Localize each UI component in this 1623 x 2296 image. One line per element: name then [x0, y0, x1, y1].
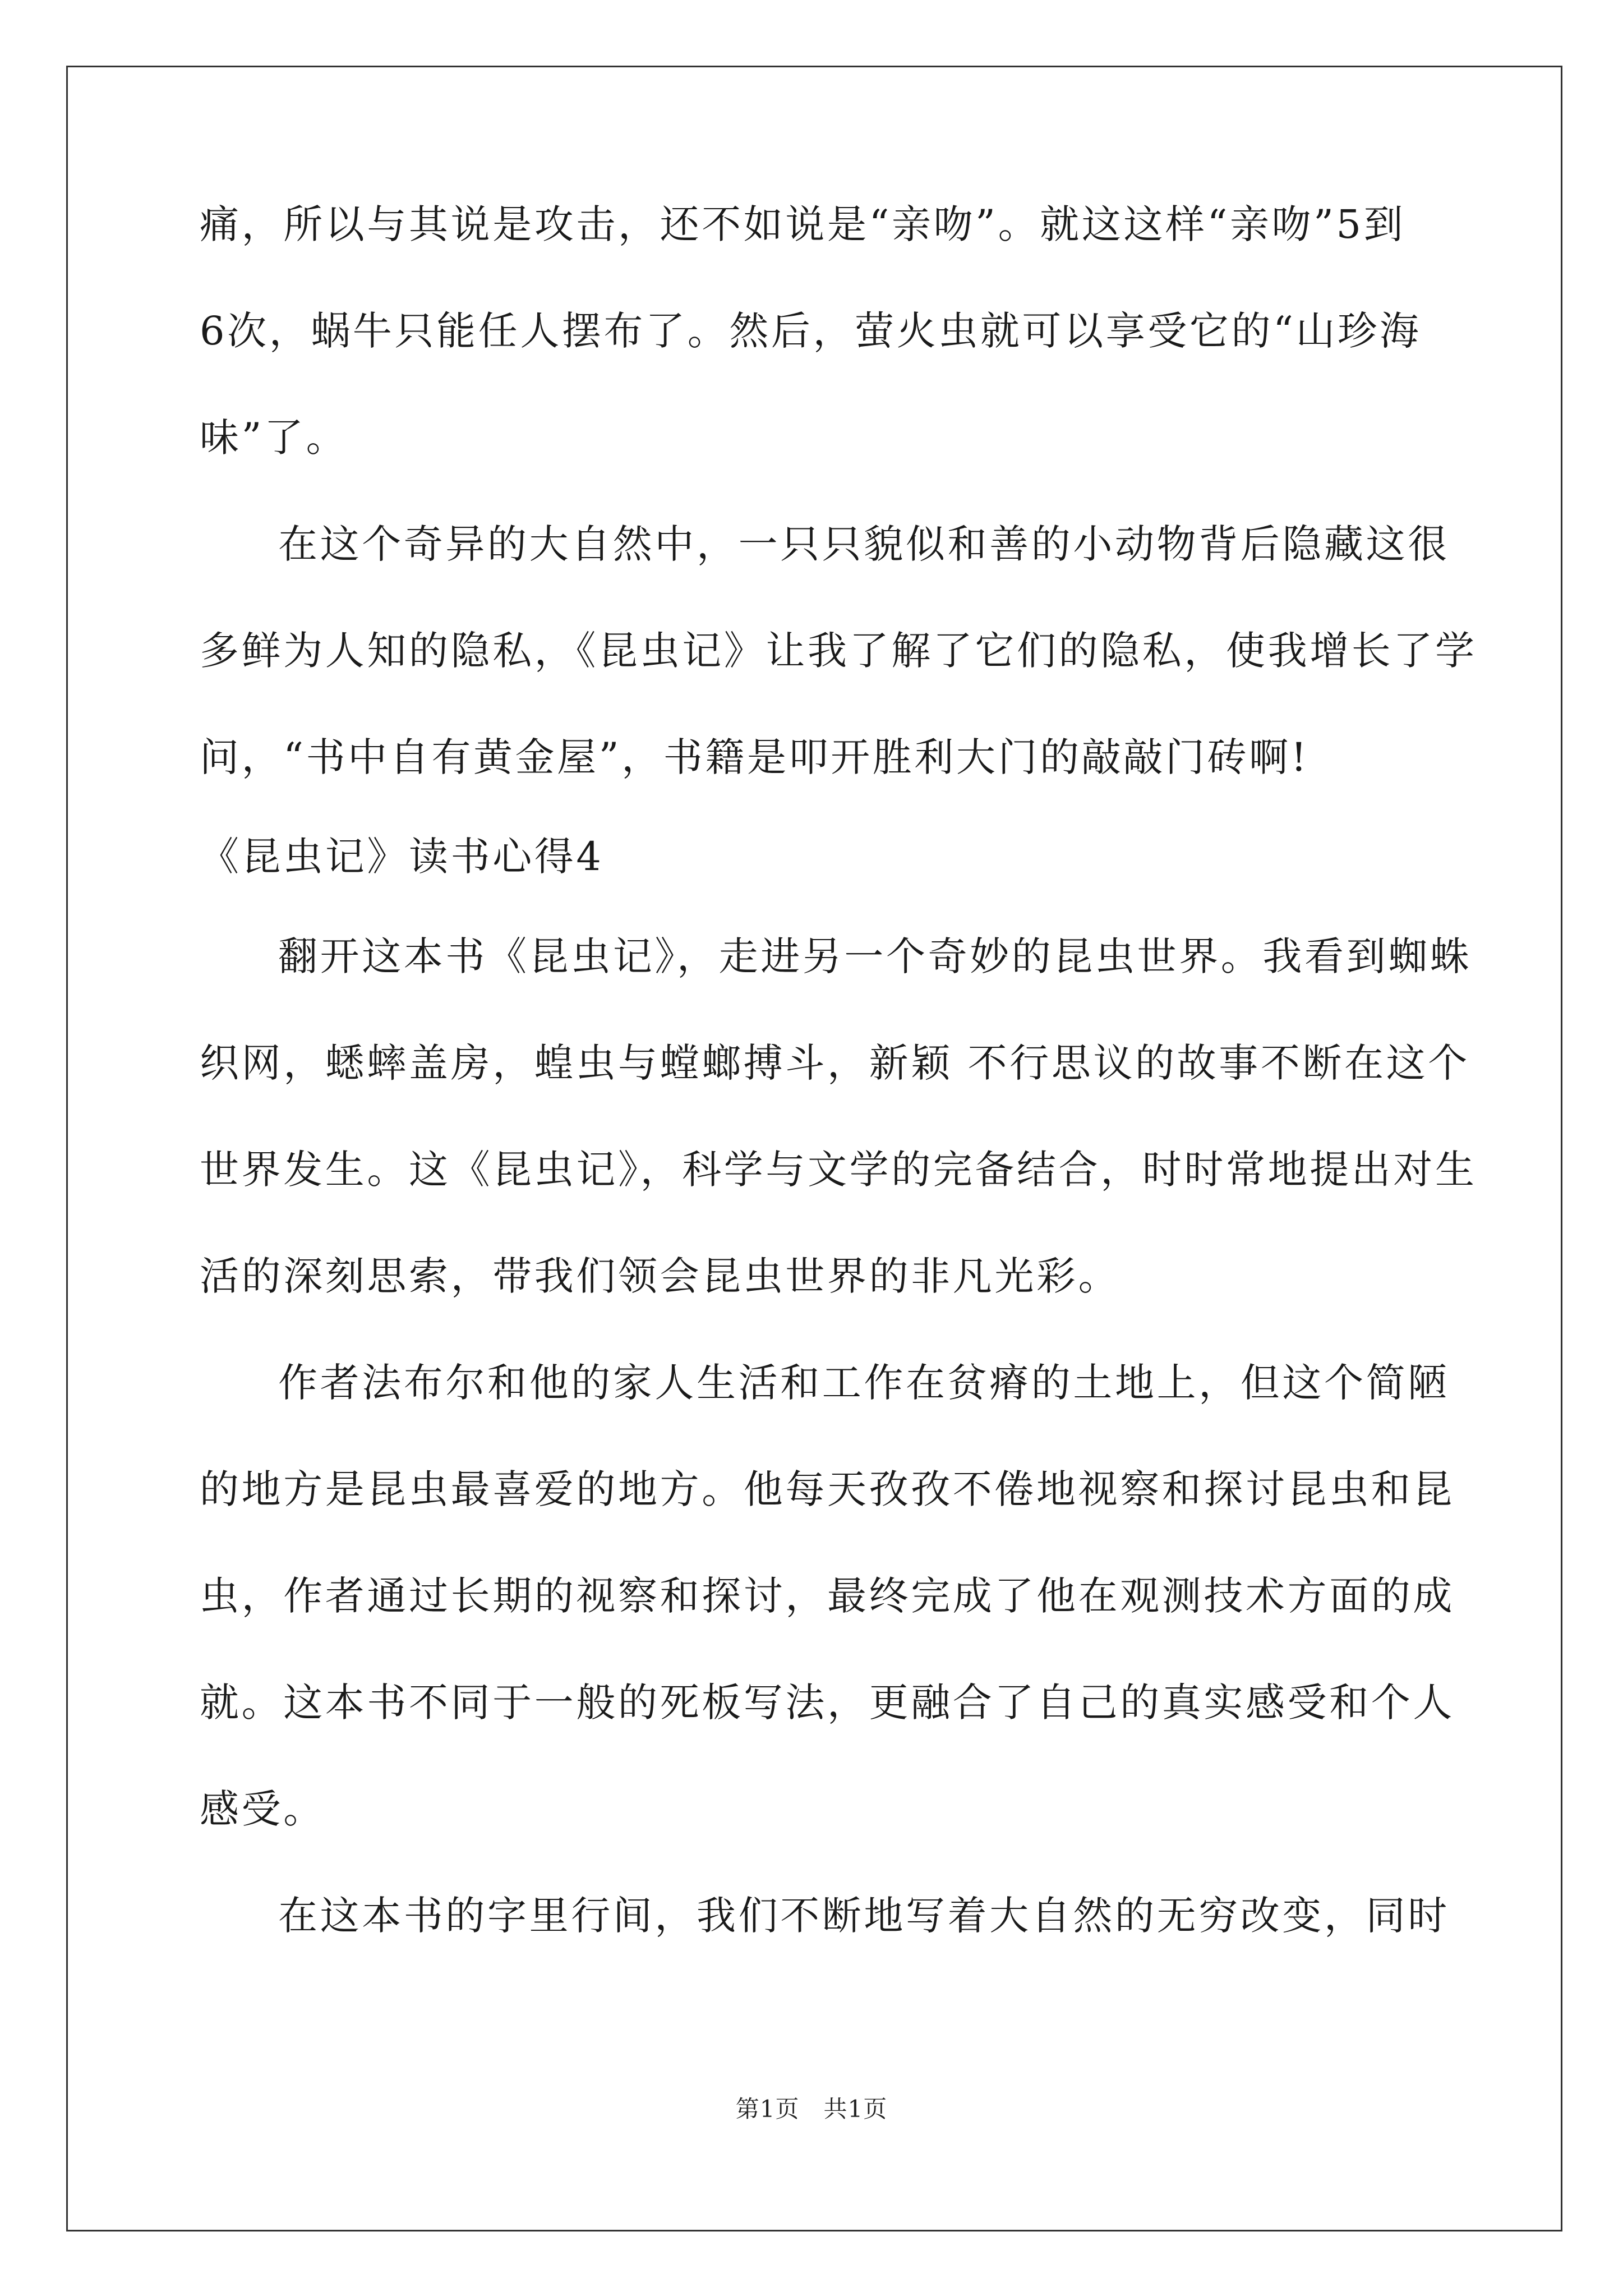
text-line: 多鲜为人知的隐私，《昆虫记》让我了解了它们的隐私，使我增长了学	[200, 628, 1477, 674]
paragraph-first-line: 翻开这本书《昆虫记》，走进另一个奇妙的昆虫世界。我看到蜘蛛	[278, 933, 1472, 979]
text-line: 问，“书中自有黄金屋”，书籍是叩开胜利大门的敲敲门砖啊!	[200, 734, 1310, 780]
paragraph-first-line: 作者法布尔和他的家人生活和工作在贫瘠的土地上，但这个简陋	[278, 1360, 1450, 1406]
page-number-footer: 第1页 共1页	[735, 2095, 888, 2123]
text-line: 就。这本书不同于一般的死板写法，更融合了自己的真实感受和个人	[200, 1680, 1455, 1726]
paragraph-first-line: 在这本书的字里行间，我们不断地写着大自然的无穷改变，同时	[278, 1893, 1450, 1939]
text-line: 感受。	[200, 1786, 325, 1832]
section-heading: 《昆虫记》读书心得4	[200, 834, 604, 880]
text-line: 虫，作者通过长期的视察和探讨，最终完成了他在观测技术方面的成	[200, 1573, 1455, 1619]
text-line: 的地方是昆虫最喜爱的地方。他每天孜孜不倦地视察和探讨昆虫和昆	[200, 1466, 1455, 1512]
text-line: 织网，蟋蟀盖房，蝗虫与螳螂搏斗，新颖 不行思议的故事不断在这个	[200, 1040, 1470, 1086]
text-line: 世界发生。这《昆虫记》，科学与文学的完备结合，时时常地提出对生	[200, 1147, 1477, 1193]
text-line: 活的深刻思索，带我们领会昆虫世界的非凡光彩。	[200, 1253, 1121, 1299]
text-line: 痛，所以与其说是攻击，还不如说是“亲吻”。就这这样“亲吻”5到	[200, 201, 1406, 247]
text-line: 味”了。	[200, 415, 348, 461]
paragraph-first-line: 在这个奇异的大自然中，一只只貌似和善的小动物背后隐藏这很	[278, 521, 1450, 567]
text-line: 6次，蜗牛只能任人摆布了。然后，萤火虫就可以享受它的“山珍海	[200, 308, 1422, 354]
